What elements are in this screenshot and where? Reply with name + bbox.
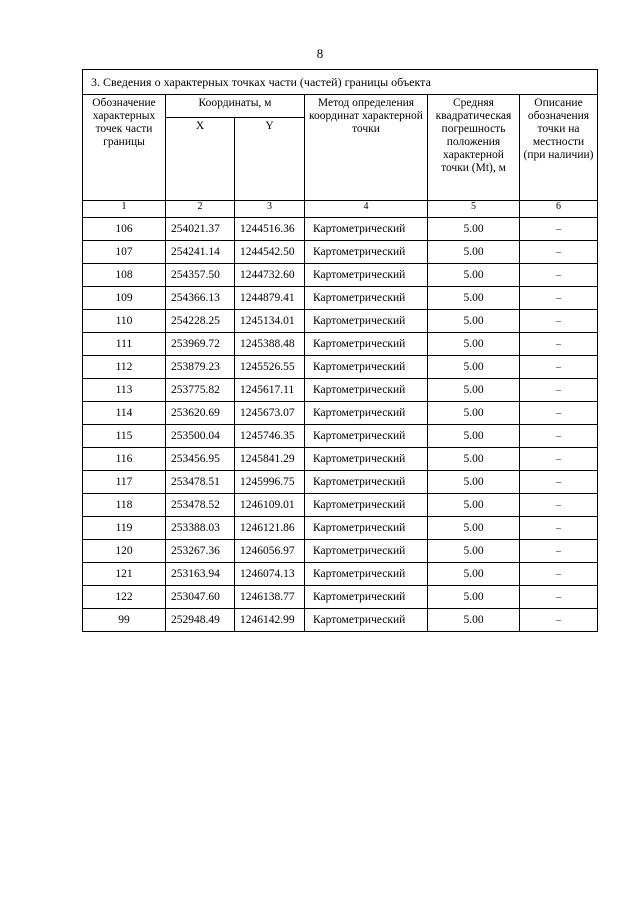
column-number: 3 [235, 201, 305, 218]
description-cell: – [520, 563, 598, 586]
y-coordinate-cell: 1244542.50 [235, 241, 305, 264]
y-coordinate-cell: 1245673.07 [235, 402, 305, 425]
x-coordinate-cell: 253456.95 [166, 448, 235, 471]
table-row [83, 379, 598, 402]
y-coordinate-cell: 1245996.75 [235, 471, 305, 494]
y-coordinate-cell: 1246056.97 [235, 540, 305, 563]
y-coordinate-cell: 1245617.11 [235, 379, 305, 402]
point-cell: 119 [83, 517, 166, 540]
method-cell: Картометрический [305, 540, 428, 563]
table-row [83, 563, 598, 586]
table-row [83, 586, 598, 609]
y-coordinate-cell: 1246109.01 [235, 494, 305, 517]
table-row [83, 310, 598, 333]
table-row [83, 356, 598, 379]
description-cell: – [520, 241, 598, 264]
accuracy-cell: 5.00 [428, 218, 520, 241]
method-cell: Картометрический [305, 609, 428, 632]
table-row [83, 540, 598, 563]
x-coordinate-cell: 254241.14 [166, 241, 235, 264]
y-coordinate-cell: 1245746.35 [235, 425, 305, 448]
accuracy-cell: 5.00 [428, 540, 520, 563]
x-coordinate-cell: 253775.82 [166, 379, 235, 402]
accuracy-cell: 5.00 [428, 494, 520, 517]
description-cell: – [520, 356, 598, 379]
column-number: 6 [520, 201, 598, 218]
x-coordinate-cell: 253620.69 [166, 402, 235, 425]
point-cell: 121 [83, 563, 166, 586]
x-coordinate-cell: 254357.50 [166, 264, 235, 287]
x-coordinate-cell: 254366.13 [166, 287, 235, 310]
x-coordinate-cell: 253047.60 [166, 586, 235, 609]
table-row [83, 425, 598, 448]
method-cell: Картометрический [305, 264, 428, 287]
x-coordinate-cell: 254021.37 [166, 218, 235, 241]
description-cell: – [520, 310, 598, 333]
y-coordinate-cell: 1245388.48 [235, 333, 305, 356]
column-number: 2 [166, 201, 235, 218]
description-cell: – [520, 540, 598, 563]
description-cell: – [520, 425, 598, 448]
point-cell: 115 [83, 425, 166, 448]
point-cell: 111 [83, 333, 166, 356]
y-coordinate-cell: 1245526.55 [235, 356, 305, 379]
accuracy-cell: 5.00 [428, 356, 520, 379]
points-table-body [83, 218, 598, 632]
table-row [83, 287, 598, 310]
x-coordinate-cell: 253388.03 [166, 517, 235, 540]
header-x: X [166, 118, 235, 201]
accuracy-cell: 5.00 [428, 310, 520, 333]
table-row [83, 402, 598, 425]
table-row [83, 241, 598, 264]
x-coordinate-cell: 253267.36 [166, 540, 235, 563]
boundary-points-table [82, 69, 598, 632]
section-title: 3. Сведения о характерных точках части (частей) границы объекта [83, 70, 598, 95]
page-number: 8 [316, 46, 324, 61]
table-row [83, 494, 598, 517]
point-cell: 113 [83, 379, 166, 402]
point-cell: 118 [83, 494, 166, 517]
x-coordinate-cell: 254228.25 [166, 310, 235, 333]
accuracy-cell: 5.00 [428, 287, 520, 310]
accuracy-cell: 5.00 [428, 609, 520, 632]
y-coordinate-cell: 1246121.86 [235, 517, 305, 540]
y-coordinate-cell: 1245841.29 [235, 448, 305, 471]
header-description: Описание обозначения точки на местности (при наличии) [520, 95, 598, 201]
point-cell: 117 [83, 471, 166, 494]
y-coordinate-cell: 1244732.60 [235, 264, 305, 287]
description-cell: – [520, 287, 598, 310]
method-cell: Картометрический [305, 448, 428, 471]
accuracy-cell: 5.00 [428, 379, 520, 402]
accuracy-cell: 5.00 [428, 586, 520, 609]
point-cell: 107 [83, 241, 166, 264]
description-cell: – [520, 517, 598, 540]
method-cell: Картометрический [305, 333, 428, 356]
method-cell: Картометрический [305, 310, 428, 333]
table-row [83, 264, 598, 287]
x-coordinate-cell: 253478.52 [166, 494, 235, 517]
x-coordinate-cell: 253879.23 [166, 356, 235, 379]
table-row [83, 448, 598, 471]
point-cell: 112 [83, 356, 166, 379]
method-cell: Картометрический [305, 356, 428, 379]
table-row [83, 333, 598, 356]
point-cell: 99 [83, 609, 166, 632]
y-coordinate-cell: 1246074.13 [235, 563, 305, 586]
point-cell: 122 [83, 586, 166, 609]
header-point-designation: Обозначение характерных точек части границы [83, 95, 166, 201]
point-cell: 109 [83, 287, 166, 310]
method-cell: Картометрический [305, 379, 428, 402]
method-cell: Картометрический [305, 517, 428, 540]
accuracy-cell: 5.00 [428, 425, 520, 448]
point-cell: 106 [83, 218, 166, 241]
accuracy-cell: 5.00 [428, 448, 520, 471]
y-coordinate-cell: 1246138.77 [235, 586, 305, 609]
accuracy-cell: 5.00 [428, 241, 520, 264]
point-cell: 116 [83, 448, 166, 471]
accuracy-cell: 5.00 [428, 517, 520, 540]
point-cell: 120 [83, 540, 166, 563]
table-row [83, 609, 598, 632]
accuracy-cell: 5.00 [428, 563, 520, 586]
y-coordinate-cell: 1245134.01 [235, 310, 305, 333]
description-cell: – [520, 379, 598, 402]
x-coordinate-cell: 253500.04 [166, 425, 235, 448]
x-coordinate-cell: 253969.72 [166, 333, 235, 356]
method-cell: Картометрический [305, 287, 428, 310]
description-cell: – [520, 609, 598, 632]
table-row [83, 218, 598, 241]
accuracy-cell: 5.00 [428, 333, 520, 356]
description-cell: – [520, 333, 598, 356]
description-cell: – [520, 402, 598, 425]
method-cell: Картометрический [305, 425, 428, 448]
x-coordinate-cell: 252948.49 [166, 609, 235, 632]
column-number: 4 [305, 201, 428, 218]
header-coordinates: Координаты, м [166, 95, 305, 118]
table-row [83, 471, 598, 494]
description-cell: – [520, 494, 598, 517]
method-cell: Картометрический [305, 494, 428, 517]
header-accuracy: Средняя квадратическая погрешность положения характерной точки (Mt), м [428, 95, 520, 201]
y-coordinate-cell: 1244879.41 [235, 287, 305, 310]
accuracy-cell: 5.00 [428, 402, 520, 425]
column-number: 1 [83, 201, 166, 218]
table-row [83, 517, 598, 540]
header-y: Y [235, 118, 305, 201]
y-coordinate-cell: 1244516.36 [235, 218, 305, 241]
column-number: 5 [428, 201, 520, 218]
header-method: Метод определения координат характерной точки [305, 95, 428, 201]
y-coordinate-cell: 1246142.99 [235, 609, 305, 632]
method-cell: Картометрический [305, 218, 428, 241]
x-coordinate-cell: 253478.51 [166, 471, 235, 494]
description-cell: – [520, 586, 598, 609]
accuracy-cell: 5.00 [428, 471, 520, 494]
accuracy-cell: 5.00 [428, 264, 520, 287]
method-cell: Картометрический [305, 586, 428, 609]
method-cell: Картометрический [305, 471, 428, 494]
method-cell: Картометрический [305, 402, 428, 425]
x-coordinate-cell: 253163.94 [166, 563, 235, 586]
point-cell: 114 [83, 402, 166, 425]
point-cell: 108 [83, 264, 166, 287]
method-cell: Картометрический [305, 563, 428, 586]
method-cell: Картометрический [305, 241, 428, 264]
column-numbers-row [83, 201, 598, 218]
point-cell: 110 [83, 310, 166, 333]
description-cell: – [520, 264, 598, 287]
description-cell: – [520, 471, 598, 494]
description-cell: – [520, 448, 598, 471]
description-cell: – [520, 218, 598, 241]
